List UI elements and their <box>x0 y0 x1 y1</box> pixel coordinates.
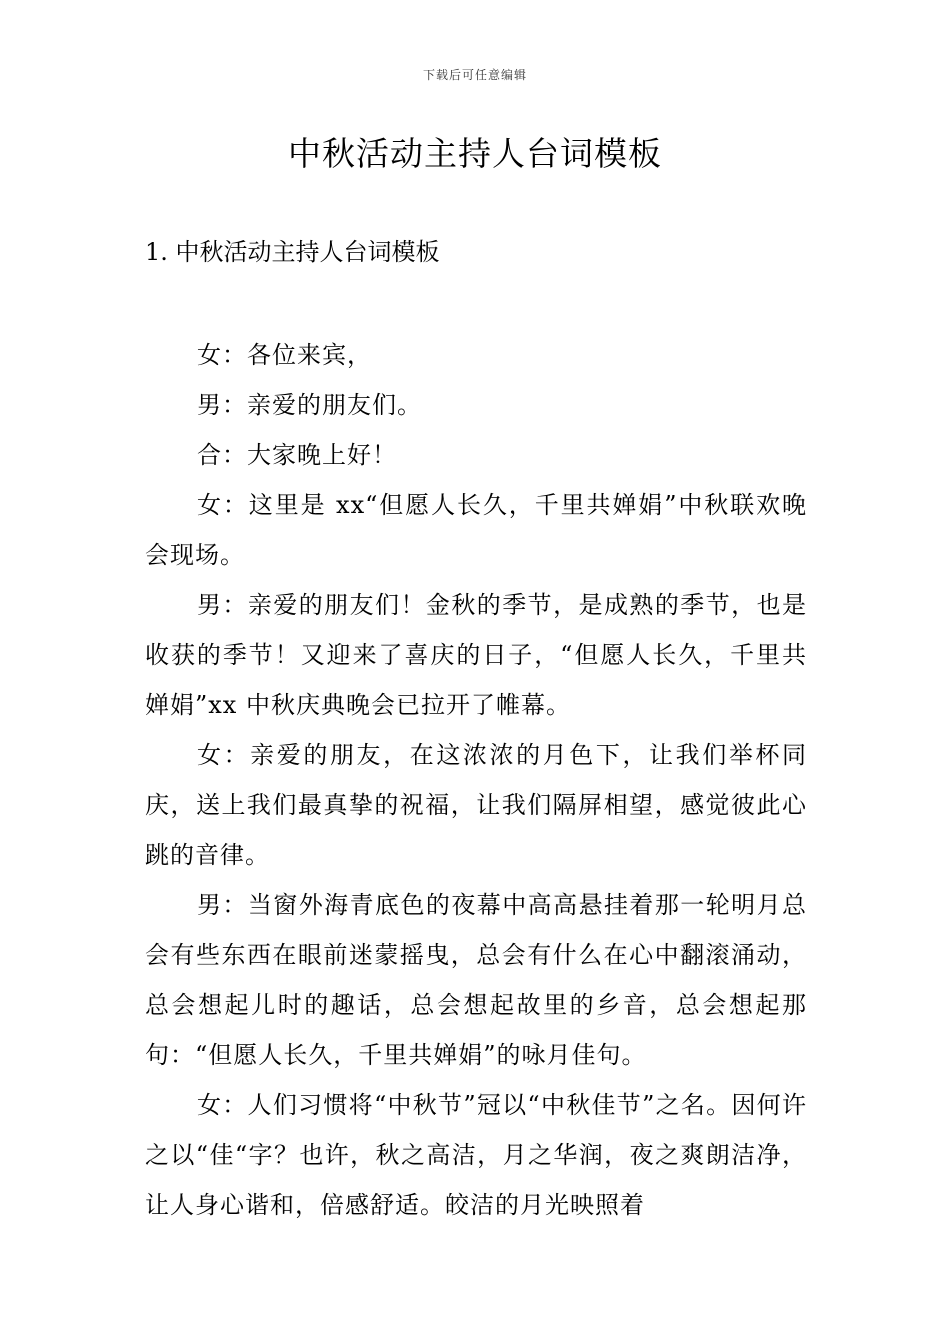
paragraph: 男：亲爱的朋友们！金秋的季节，是成熟的季节，也是收获的季节！又迎来了喜庆的日子，“但愿人长久，千里共婵娟”xx 中秋庆典晚会已拉开了帷幕。 <box>145 591 807 719</box>
paragraph: 合：大家晚上好！ <box>197 441 397 469</box>
header-note: 下载后可任意编辑 <box>422 68 527 82</box>
paragraph: 女：人们习惯将“中秋节”冠以“中秋佳节”之名。因何许之以“佳“字？也许，秋之高洁，月之华润，夜之爽朗洁净，让人身心谐和，倍感舒适。皎洁的月光映照着 <box>145 1091 807 1219</box>
paragraph: 男：亲爱的朋友们。 <box>197 391 422 419</box>
paragraph: 男：当窗外海青底色的夜幕中高高悬挂着那一轮明月总会有些东西在眼前迷蒙摇曳，总会有什么在心中翻滚涌动，总会想起儿时的趣话，总会想起故里的乡音，总会想起那句：“但愿人长久，千里共婵娟”的咏月佳句。 <box>145 891 807 1069</box>
section-heading: 1. 中秋活动主持人台词模板 <box>145 238 440 266</box>
paragraph: 女：这里是 xx“但愿人长久，千里共婵娟”中秋联欢晚会现场。 <box>145 491 807 569</box>
paragraph: 女：亲爱的朋友，在这浓浓的月色下，让我们举杯同庆，送上我们最真挚的祝福，让我们隔屏相望，感觉彼此心跳的音律。 <box>145 741 807 869</box>
paragraph: 女：各位来宾， <box>197 341 372 369</box>
document-title: 中秋活动主持人台词模板 <box>288 134 662 173</box>
body-text <box>145 330 807 1230</box>
